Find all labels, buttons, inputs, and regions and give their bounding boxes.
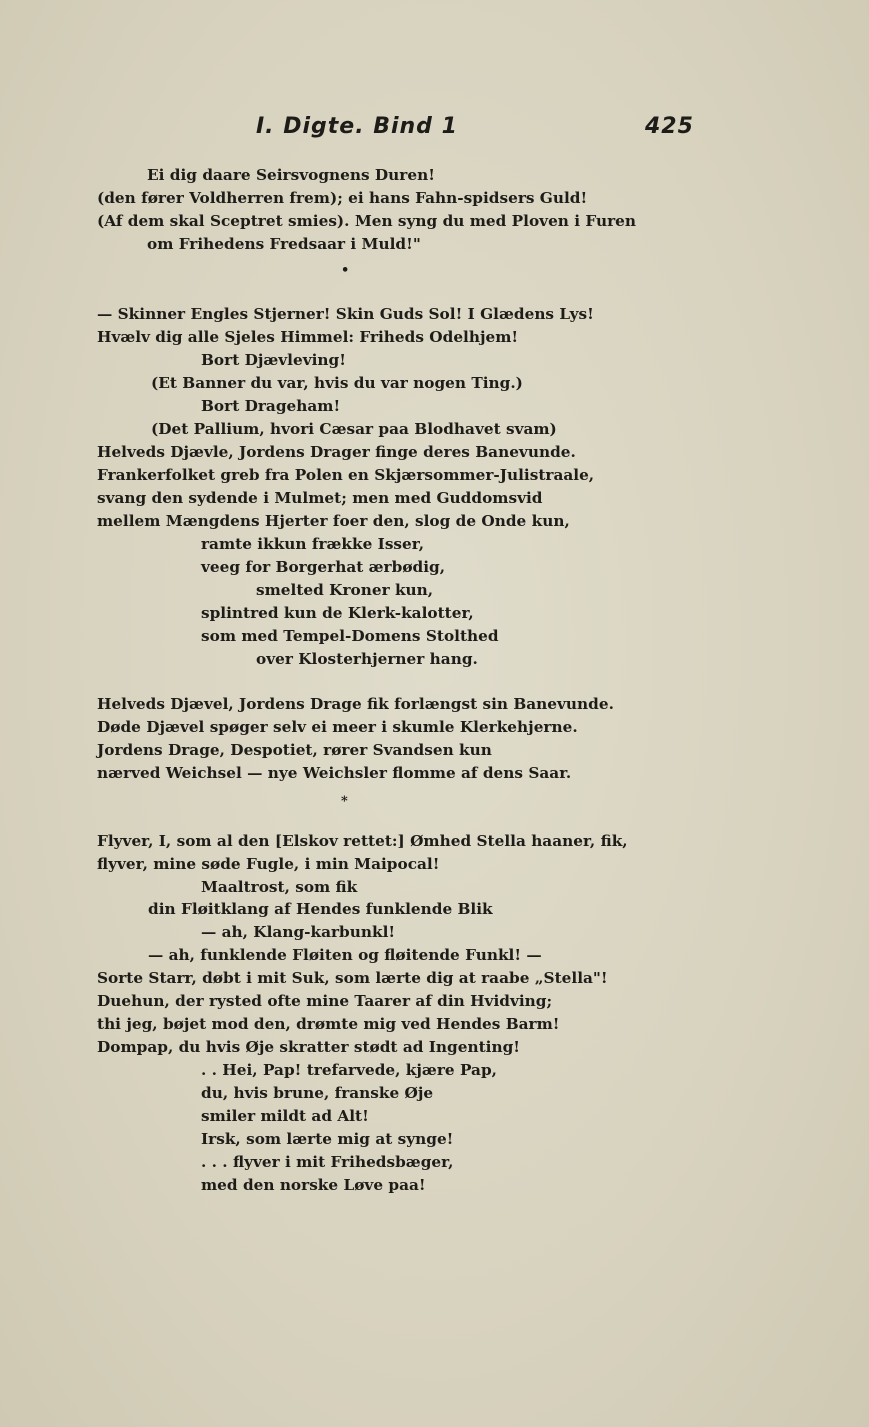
verse-line: Maaltrost, som fik: [201, 878, 358, 896]
verse-line: veeg for Borgerhat ærbødig,: [201, 558, 446, 576]
verse-line: (Det Pallium, hvori Cæsar paa Blodhavet svam): [151, 420, 557, 438]
verse-line: mellem Mængdens Hjerter foer den, slog de Onde kun,: [97, 512, 570, 530]
verse-line: . . Hei, Pap! trefarvede, kjære Pap,: [201, 1061, 497, 1079]
verse-line: du, hvis brune, franske Øje: [201, 1084, 434, 1102]
verse-line: som med Tempel-Domens Stolthed: [201, 627, 499, 645]
verse-line: — ah, Klang-karbunkl!: [201, 923, 396, 941]
verse-line: Helveds Djævel, Jordens Drage fik forlængst sin Banevunde.: [97, 695, 614, 713]
verse-line: Flyver, I, som al den [Elskov rettet:] Ømhed Stella haaner, fik,: [97, 832, 628, 850]
page-number: 425: [645, 114, 694, 139]
section-divider: •: [341, 263, 350, 278]
running-title: I. Digte. Bind 1: [256, 114, 458, 139]
verse-line: Jordens Drage, Despotiet, rører Svandsen kun: [97, 741, 492, 759]
verse-line: ramte ikkun frække Isser,: [201, 535, 425, 553]
verse-line: Frankerfolket greb fra Polen en Skjærsommer-Julistraale,: [97, 466, 595, 484]
verse-line: smiler mildt ad Alt!: [201, 1107, 369, 1125]
verse-line: din Fløitklang af Hendes funklende Blik: [148, 900, 493, 918]
section-divider: *: [341, 794, 348, 809]
verse-line: flyver, mine søde Fugle, i min Maipocal!: [97, 855, 440, 873]
verse-line: thi jeg, bøjet mod den, drømte mig ved Hendes Barm!: [97, 1015, 560, 1033]
verse-line: — ah, funklende Fløiten og fløitende Funkl! —: [148, 946, 542, 964]
verse-line: — Skinner Engles Stjerner! Skin Guds Sol! I Glædens Lys!: [97, 305, 594, 323]
verse-line: . . . flyver i mit Frihedsbæger,: [201, 1153, 454, 1171]
verse-line: Dompap, du hvis Øje skratter stødt ad Ingenting!: [97, 1038, 520, 1056]
verse-line: Hvælv dig alle Sjeles Himmel: Friheds Odelhjem!: [97, 328, 519, 346]
verse-line: Duehun, der rysted ofte mine Taarer af din Hvidving;: [97, 992, 553, 1010]
verse-line: Døde Djævel spøger selv ei meer i skumle Klerkehjerne.: [97, 718, 578, 736]
verse-line: med den norske Løve paa!: [201, 1176, 426, 1194]
verse-line: (Af dem skal Sceptret smies). Men syng du med Ploven i Furen: [97, 212, 637, 230]
verse-line: Bort Drageham!: [201, 397, 341, 415]
verse-line: svang den sydende i Mulmet; men med Guddomsvid: [97, 489, 543, 507]
verse-line: (den fører Voldherren frem); ei hans Fahn-spidsers Guld!: [97, 189, 588, 207]
verse-line: nærved Weichsel — nye Weichsler flomme af dens Saar.: [97, 764, 572, 782]
verse-line: om Frihedens Fredsaar i Muld!": [147, 235, 421, 253]
verse-line: Sorte Starr, døbt i mit Suk, som lærte dig at raabe „Stella"!: [97, 969, 608, 987]
verse-line: Bort Djævleving!: [201, 351, 346, 369]
verse-line: (Et Banner du var, hvis du var nogen Ting.): [151, 374, 523, 392]
page-header: [0, 114, 869, 144]
verse-line: Helveds Djævle, Jordens Drager finge deres Banevunde.: [97, 443, 576, 461]
verse-line: splintred kun de Klerk-kalotter,: [201, 604, 474, 622]
verse-line: Irsk, som lærte mig at synge!: [201, 1130, 454, 1148]
verse-line: Ei dig daare Seirsvognens Duren!: [147, 166, 435, 184]
verse-line: smelted Kroner kun,: [256, 581, 434, 599]
verse-line: over Klosterhjerner hang.: [256, 650, 478, 668]
